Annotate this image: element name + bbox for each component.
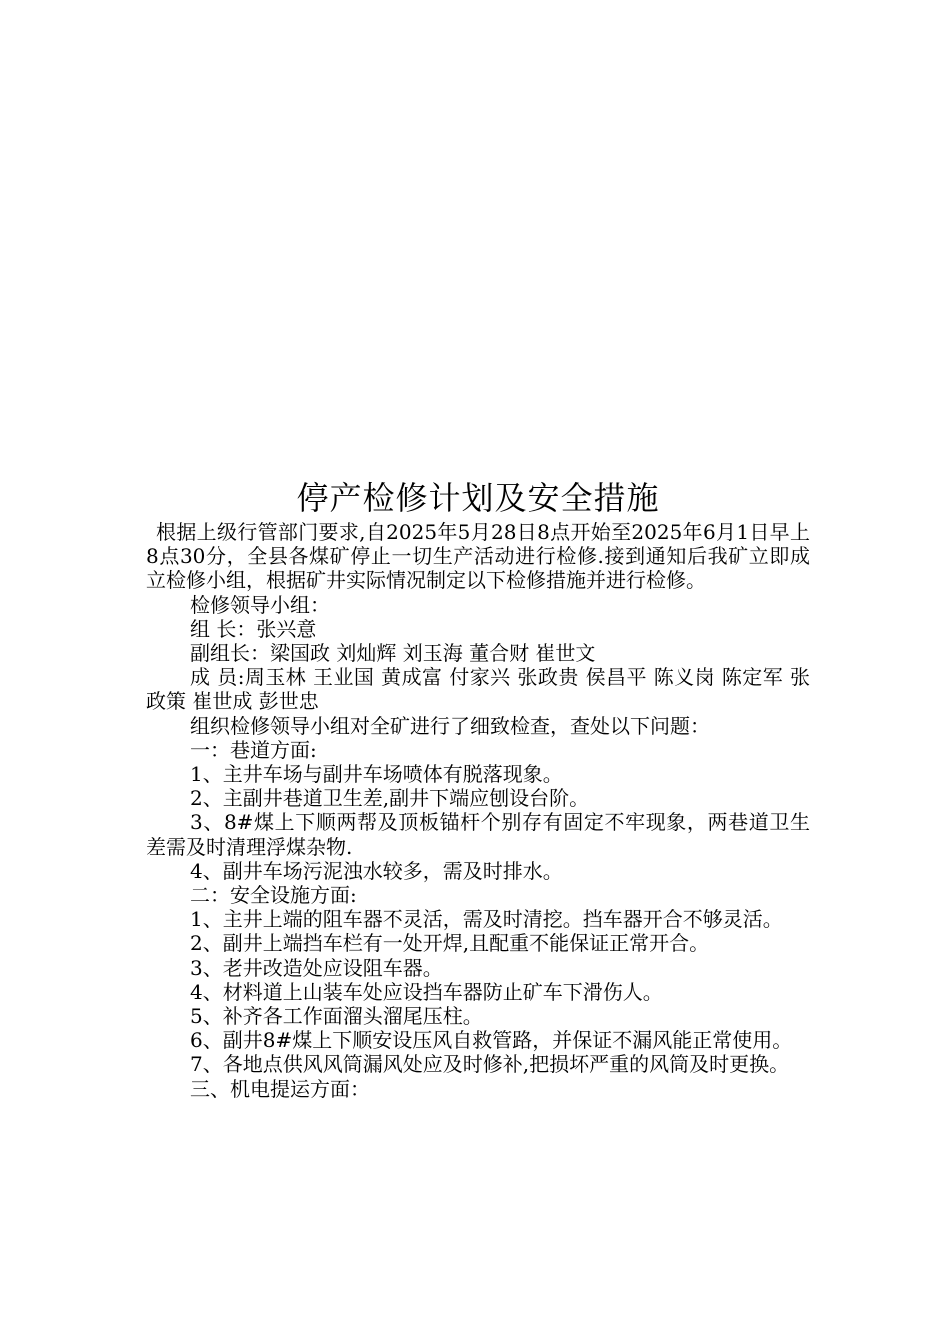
list-item: 3、老井改造处应设阻车器。	[190, 955, 443, 980]
document-page	[146, 478, 810, 1101]
section-heading-safety: 二：安全设施方面:	[190, 883, 357, 908]
list-item: 3、8#煤上下顺两帮及顶板锚杆个别存有固定不牢现象，两巷道卫生差需及时清理浮煤杂物.	[146, 810, 810, 859]
list-item: 1、主井上端的阻车器不灵活，需及时清挖。挡车器开合不够灵活。	[190, 907, 783, 932]
list-item: 1、主井车场与副井车场喷体有脱落现象。	[190, 762, 563, 787]
list-item: 2、副井上端挡车栏有一处开焊,且配重不能保证正常开合。	[190, 931, 710, 956]
list-item: 7、各地点供风风筒漏风处应及时修补,把损坏严重的风筒及时更换。	[190, 1052, 790, 1077]
paragraph-deputy-leaders: 副组长：梁国政 刘灿辉 刘玉海 董合财 崔世文	[190, 641, 596, 666]
section-heading-roadway: 一：巷道方面:	[190, 737, 317, 762]
paragraph-group-heading: 检修领导小组：	[190, 592, 330, 617]
paragraph-inspection-intro: 组织检修领导小组对全矿进行了细致检查，查处以下问题：	[190, 713, 710, 738]
list-item: 4、副井车场污泥浊水较多，需及时排水。	[190, 858, 563, 883]
paragraph-leader: 组 长：张兴意	[190, 616, 317, 641]
list-item: 5、补齐各工作面溜头溜尾压柱。	[190, 1004, 483, 1029]
document-title: 停产检修计划及安全措施	[296, 479, 660, 517]
list-item: 2、主副井巷道卫生差,副井下端应刨设台阶。	[190, 786, 590, 811]
list-item: 6、副井8#煤上下顺安设压风自救管路，并保证不漏风能正常使用。	[190, 1028, 793, 1053]
section-heading-electromechanical: 三、机电提运方面：	[190, 1076, 370, 1101]
list-item: 4、材料道上山装车处应设挡车器防止矿车下滑伤人。	[190, 979, 663, 1004]
paragraph-members: 成 员:周玉林 王业国 黄成富 付家兴 张政贵 侯昌平 陈义岗 陈定军 张政策 崔世成 彭世忠	[146, 665, 810, 714]
document-body	[146, 520, 810, 1101]
paragraph-intro: 根据上级行管部门要求,自2025年5月28日8点开始至2025年6月1日早上8点30分，全县各煤矿停止一切生产活动进行检修.接到通知后我矿立即成立检修小组，根据矿井实际情况制定以下检修措施并进行检修。	[146, 520, 810, 593]
